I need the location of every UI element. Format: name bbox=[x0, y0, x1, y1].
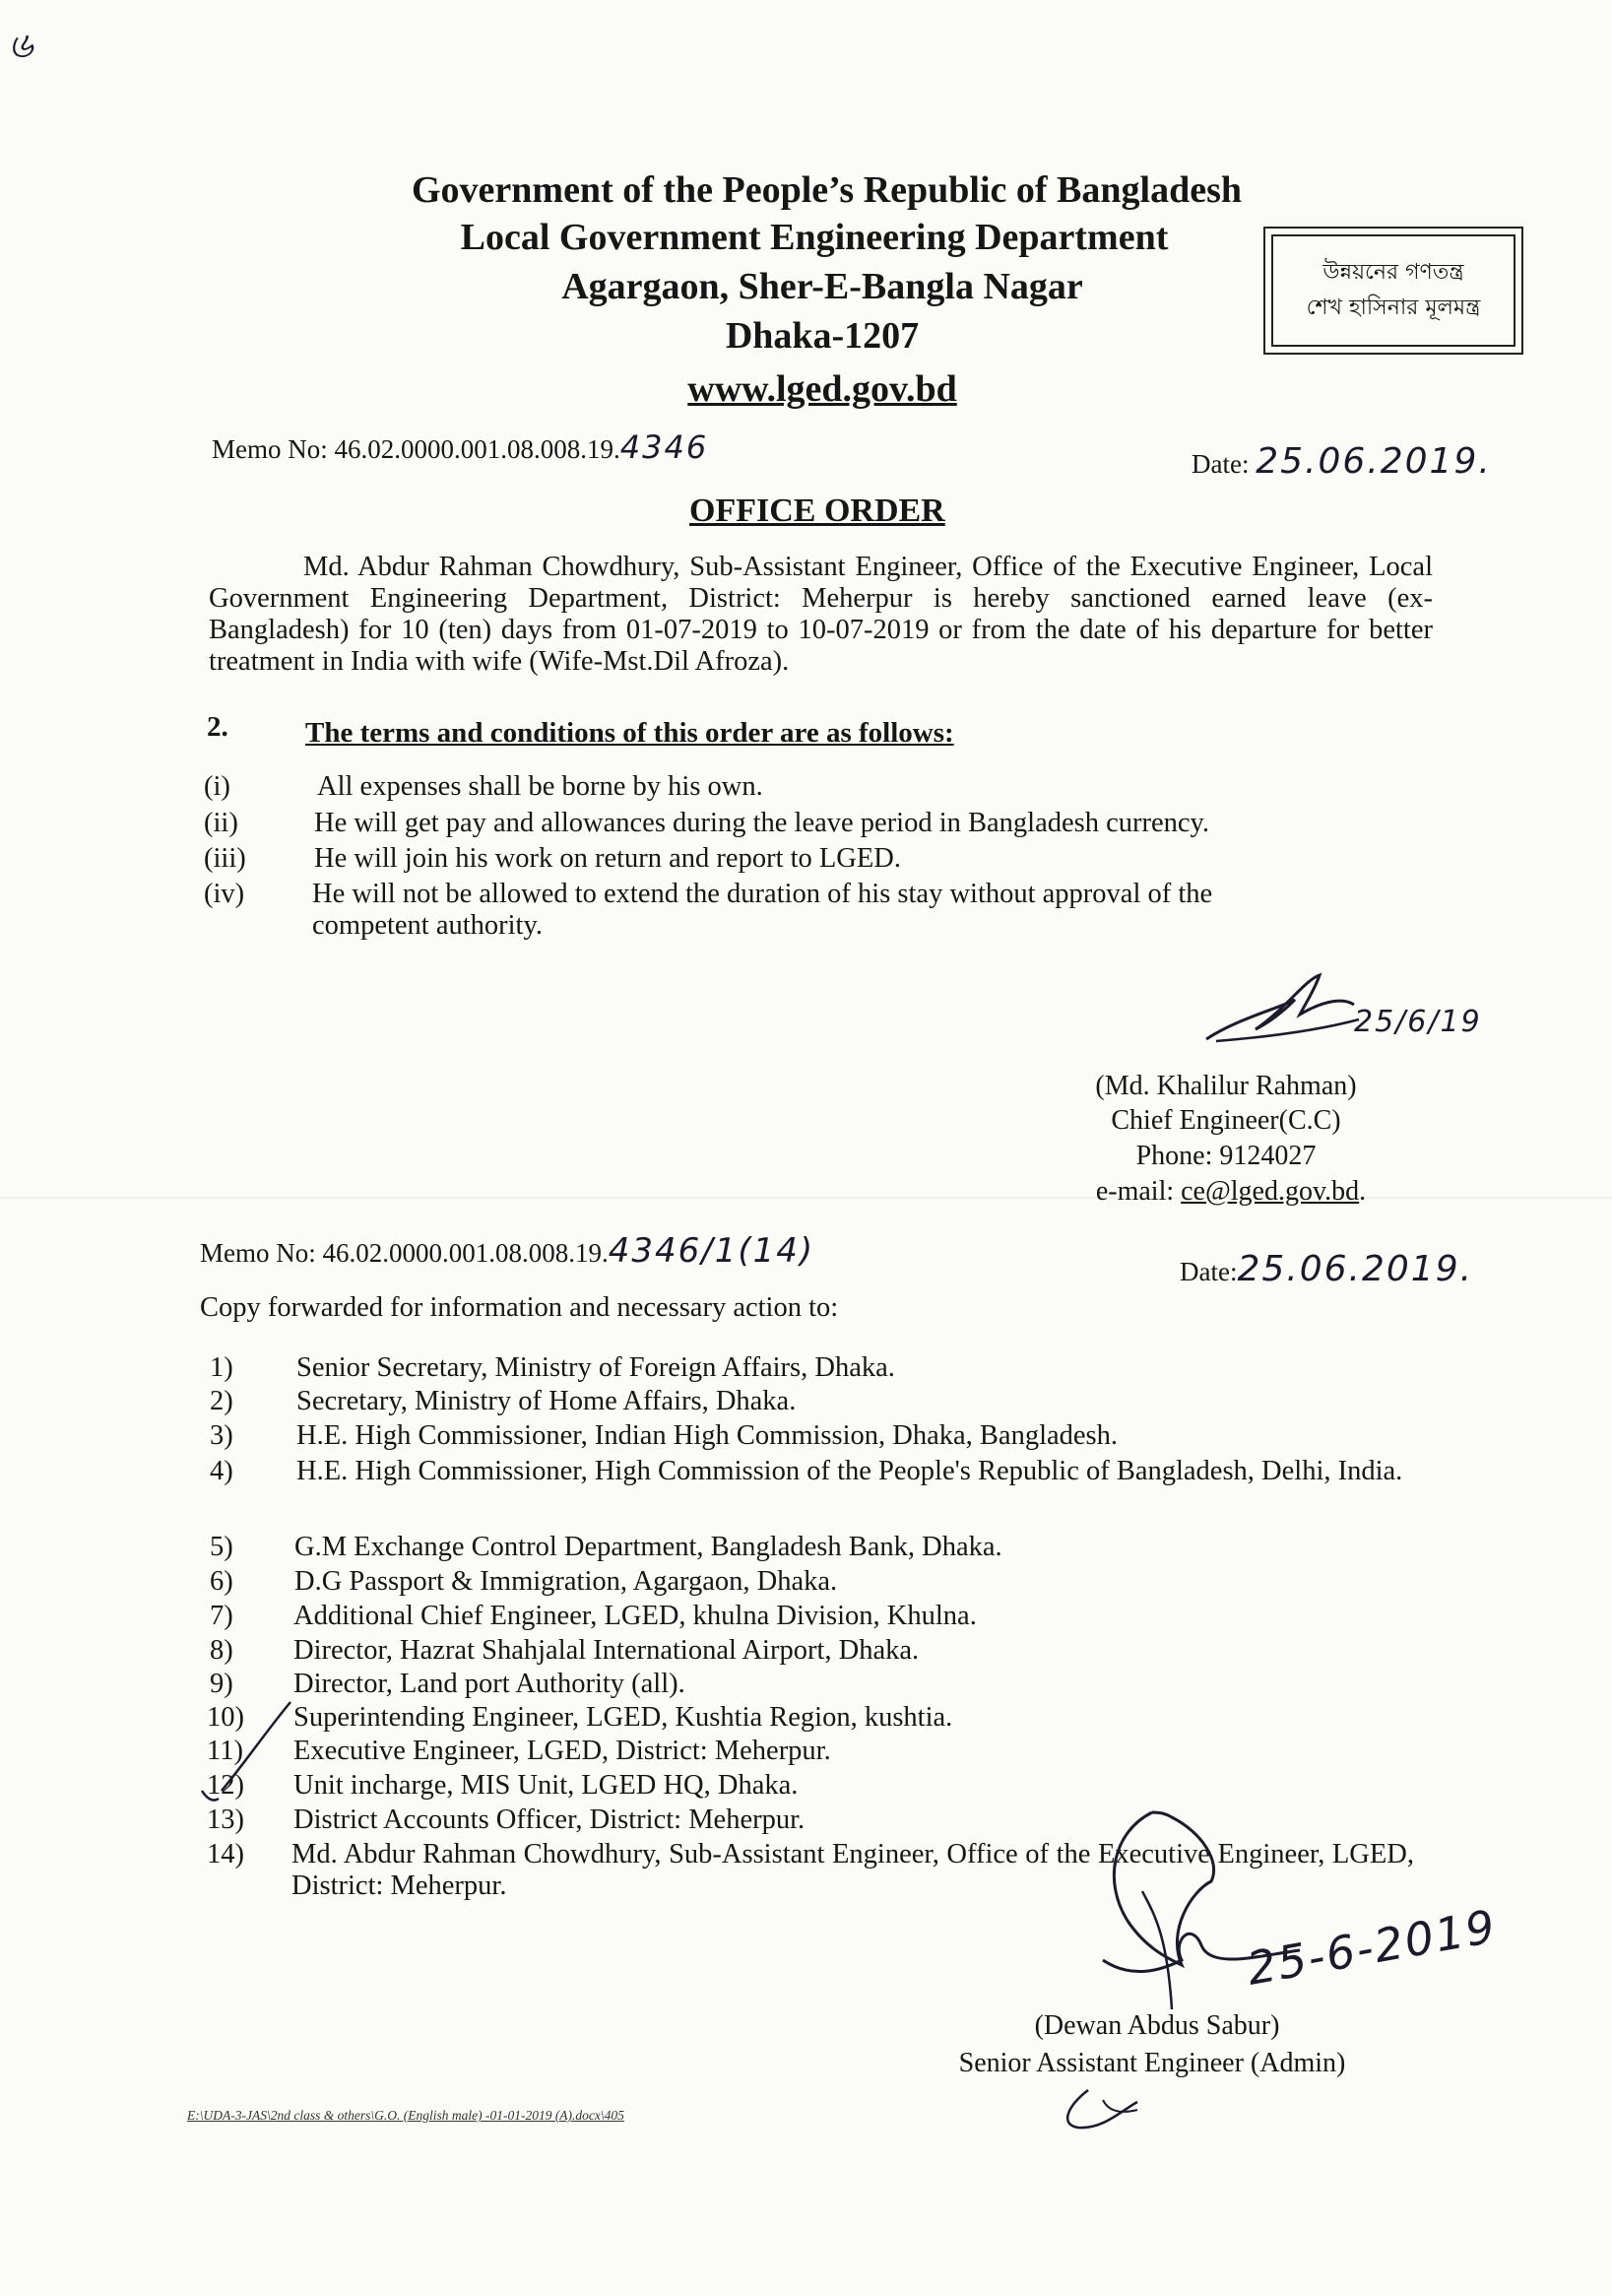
memo-2 bbox=[200, 1231, 814, 1271]
initial-scribble bbox=[1049, 2080, 1167, 2139]
slogan-box bbox=[1263, 227, 1523, 355]
term-text: He will not be allowed to extend the duration of his stay without approval of the competent authority. bbox=[312, 879, 1213, 941]
term-num: (iii) bbox=[204, 843, 246, 874]
recipient-text: Director, Land port Authority (all). bbox=[293, 1669, 685, 1699]
recipient-num: 13) bbox=[207, 1804, 244, 1835]
recipient-num: 7) bbox=[210, 1601, 233, 1631]
recipient-text: Unit incharge, MIS Unit, LGED HQ, Dhaka. bbox=[293, 1770, 799, 1801]
recipient-text: Additional Chief Engineer, LGED, khulna Division, Khulna. bbox=[293, 1601, 977, 1631]
recipient-text: Senior Secretary, Ministry of Foreign Affairs, Dhaka. bbox=[296, 1352, 895, 1383]
memo-2-date bbox=[1180, 1249, 1473, 1289]
email-trailer: . bbox=[1359, 1176, 1367, 1207]
recipient-num: 3) bbox=[210, 1420, 233, 1451]
term-num: (i) bbox=[204, 771, 230, 802]
memo-2-date-value: 25.06.2019. bbox=[1237, 1249, 1474, 1289]
memo-1-date-label: Date: bbox=[1192, 449, 1250, 479]
memo-1-date-value: 25.06.2019. bbox=[1256, 441, 1492, 482]
recipient-num: 14) bbox=[207, 1839, 244, 1870]
signatory-1-designation: Chief Engineer(C.C) bbox=[1111, 1105, 1341, 1136]
header-line-3: Agargaon, Sher-E-Bangla Nagar bbox=[561, 266, 1083, 307]
terms-heading: The terms and conditions of this order are as follows: bbox=[305, 717, 954, 749]
memo-1 bbox=[212, 428, 708, 466]
footer-file-path: E:\UDA-3-JAS\2nd class & others\G.O. (English male) -01-01-2019 (A).docx\405 bbox=[187, 2108, 624, 2123]
recipient-num: 1) bbox=[210, 1352, 233, 1383]
memo-2-label: Memo No: 46.02.0000.001.08.008.19. bbox=[200, 1238, 609, 1268]
memo-2-date-label: Date: bbox=[1180, 1257, 1238, 1286]
term-text: He will get pay and allowances during the leave period in Bangladesh currency. bbox=[314, 808, 1210, 838]
header-line-2: Local Government Engineering Department bbox=[460, 217, 1169, 258]
term-num: (iv) bbox=[204, 879, 245, 909]
recipient-num: 6) bbox=[210, 1566, 233, 1597]
term-num: (ii) bbox=[204, 808, 238, 838]
term-text: All expenses shall be borne by his own. bbox=[317, 771, 763, 802]
signatory-2-designation: Senior Assistant Engineer (Admin) bbox=[958, 2048, 1346, 2078]
slogan-line-2: শেখ হাসিনার মূলমন্ত্র bbox=[1306, 295, 1481, 320]
recipient-text: G.M Exchange Control Department, Bangladesh Bank, Dhaka. bbox=[294, 1532, 1002, 1562]
body-paragraph: Md. Abdur Rahman Chowdhury, Sub-Assistant Engineer, Office of the Executive Engineer, Local Government Engineering Department, District: Meherpur is hereby sanctioned earned leave (ex-Bangladesh) for 10 (ten) days from 01-07-2019 to 10-07-2019 or from the date of his departure for better treatment in India with wife (Wife-Mst.Dil Afroza). bbox=[209, 552, 1433, 677]
recipient-text: Secretary, Ministry of Home Affairs, Dhaka. bbox=[296, 1386, 797, 1416]
signatory-1-phone: Phone: 9124027 bbox=[1135, 1141, 1317, 1171]
signatory-2-name: (Dewan Abdus Sabur) bbox=[1034, 2010, 1280, 2041]
term-text: He will join his work on return and report to LGED. bbox=[314, 843, 902, 874]
memo-1-label: Memo No: 46.02.0000.001.08.008.19. bbox=[212, 434, 620, 464]
signature-2-date: 25-6-2019 bbox=[1243, 1899, 1501, 1996]
recipient-num: 4) bbox=[210, 1456, 233, 1486]
office-order-title: OFFICE ORDER bbox=[689, 492, 945, 529]
header-line-1: Government of the People’s Republic of Bangladesh bbox=[411, 169, 1242, 211]
recipient-text: D.G Passport & Immigration, Agargaon, Dhaka. bbox=[294, 1566, 838, 1597]
signature-1-date: 25/6/19 bbox=[1354, 1005, 1482, 1039]
recipient-num: 12) bbox=[207, 1770, 244, 1801]
recipient-text: District Accounts Officer, District: Meherpur. bbox=[293, 1804, 806, 1835]
recipient-num: 2) bbox=[210, 1386, 233, 1416]
recipient-num: 10) bbox=[207, 1702, 244, 1733]
copy-forwarded: Copy forwarded for information and necessary action to: bbox=[200, 1292, 839, 1323]
recipient-text: Superintending Engineer, LGED, Kushtia Region, kushtia. bbox=[293, 1702, 953, 1733]
header-line-4: Dhaka-1207 bbox=[725, 315, 920, 357]
signatory-1-email bbox=[1064, 1175, 1398, 1209]
memo-2-number: 4346/1(14) bbox=[608, 1231, 815, 1271]
recipient-num: 9) bbox=[210, 1669, 233, 1699]
tick-marks-scribble bbox=[197, 1692, 305, 1810]
corner-mark: ৬ bbox=[2, 19, 42, 70]
recipient-num: 8) bbox=[210, 1635, 233, 1666]
website-link[interactable]: www.lged.gov.bd bbox=[687, 368, 957, 410]
recipient-text: H.E. High Commissioner, High Commission of the People's Republic of Bangladesh, Delhi, India. bbox=[296, 1456, 1403, 1486]
recipient-text: Md. Abdur Rahman Chowdhury, Sub-Assistant Engineer, Office of the Executive Engineer, LGED, District: Meherpur. bbox=[291, 1839, 1414, 1901]
signatory-1-name: (Md. Khalilur Rahman) bbox=[1095, 1071, 1357, 1101]
recipient-text: Executive Engineer, LGED, District: Meherpur. bbox=[293, 1736, 831, 1766]
slogan-line-1: উন্নয়নের গণতন্ত্র bbox=[1322, 260, 1464, 285]
memo-1-number: 4346 bbox=[619, 428, 709, 466]
terms-number: 2. bbox=[207, 711, 228, 743]
recipient-num: 11) bbox=[207, 1736, 243, 1766]
recipient-text: H.E. High Commissioner, Indian High Commission, Dhaka, Bangladesh. bbox=[296, 1420, 1119, 1451]
recipient-text: Director, Hazrat Shahjalal International Airport, Dhaka. bbox=[293, 1635, 920, 1666]
recipient-num: 5) bbox=[210, 1532, 233, 1562]
email-link[interactable]: ce@lged.gov.bd bbox=[1181, 1176, 1360, 1207]
email-label: e-mail: bbox=[1095, 1176, 1182, 1207]
memo-1-date bbox=[1192, 441, 1492, 482]
